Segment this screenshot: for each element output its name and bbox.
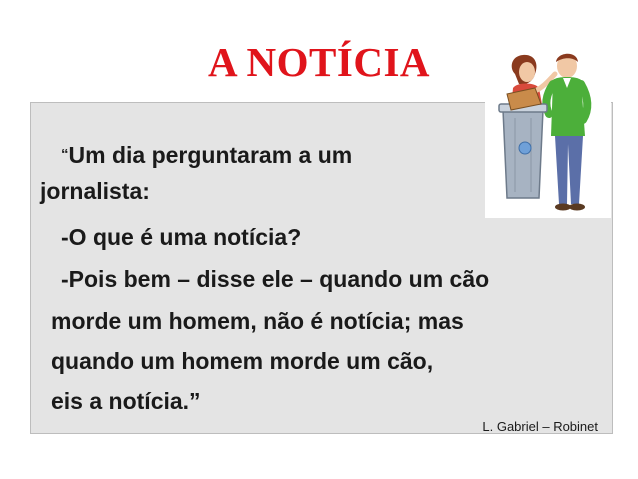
illustration-svg (485, 48, 611, 218)
quote-line-6: quando um homem morde um cão, (51, 348, 434, 374)
quote-line-5: morde um homem, não é notícia; mas (51, 308, 464, 334)
quote-line-2: jornalista: (40, 178, 150, 204)
quote-line-3: -O que é uma notícia? (61, 224, 302, 250)
recycle-icon (519, 142, 531, 154)
author-attribution: L. Gabriel – Robinet (482, 419, 598, 434)
page-title: A NOTÍCIA (207, 39, 431, 85)
quote-line-1-text: Um dia perguntaram a um (68, 142, 353, 168)
quote-line-4: -Pois bem – disse ele – quando um cão (61, 266, 490, 292)
couple-at-trash-bin-illustration (485, 48, 611, 218)
open-quote-mark: “ (61, 146, 69, 163)
man-trousers (555, 136, 583, 204)
woman-face (519, 62, 535, 82)
man-left-shoe (555, 204, 571, 211)
quote-line-7: eis a notícia.” (51, 388, 201, 414)
man-right-shoe (569, 204, 585, 211)
quote-line-1 (61, 141, 352, 169)
